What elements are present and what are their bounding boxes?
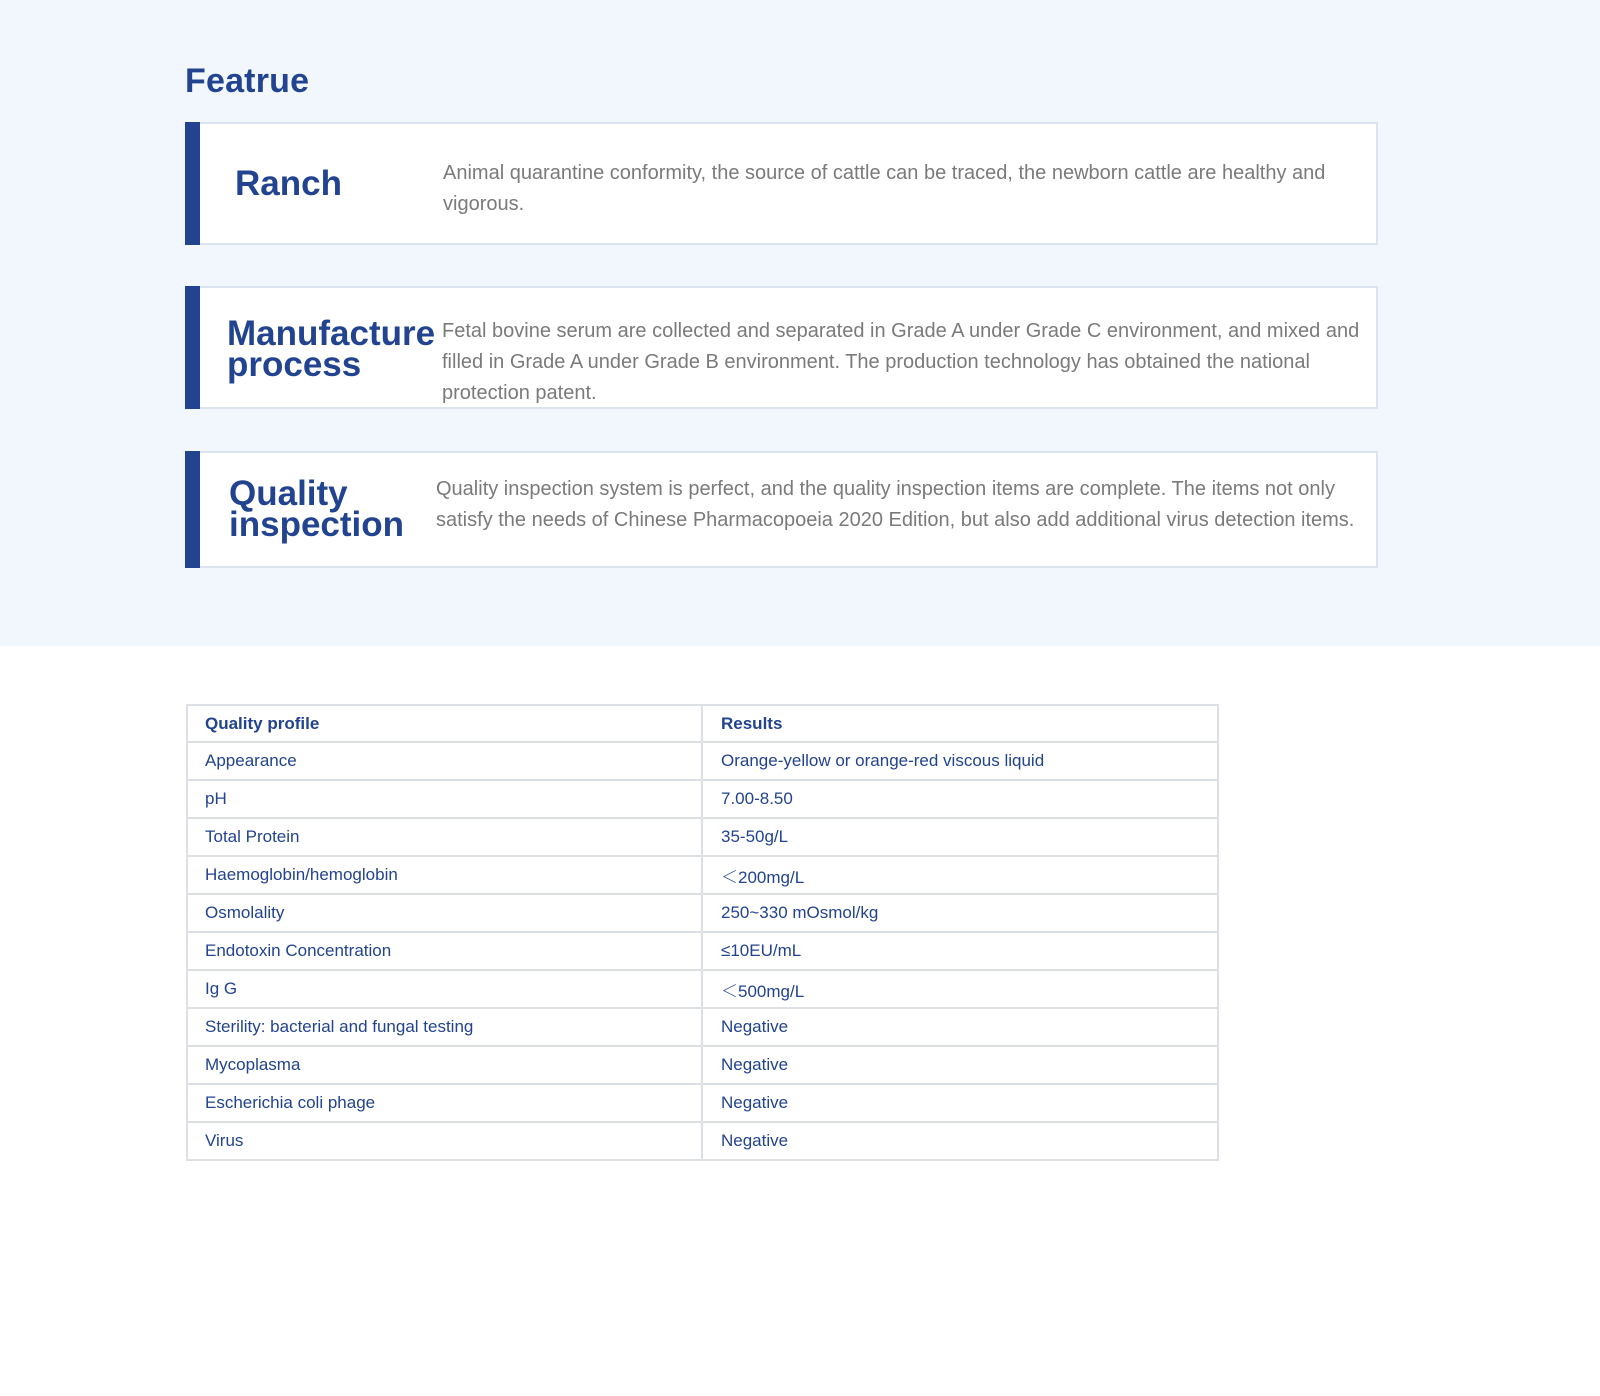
card-title-line: process bbox=[227, 345, 362, 384]
table-row bbox=[187, 1008, 1218, 1046]
quality-profile-cell: pH bbox=[187, 780, 702, 818]
quality-profile-cell: Endotoxin Concentration bbox=[187, 932, 702, 970]
result-cell: 250~330 mOsmol/kg bbox=[702, 894, 1218, 932]
result-cell: Orange-yellow or orange-red viscous liquid bbox=[702, 742, 1218, 780]
card-title-line: Ranch bbox=[235, 164, 342, 203]
table-row bbox=[187, 970, 1218, 1008]
section-title: Featrue bbox=[185, 62, 310, 100]
table-row bbox=[187, 1122, 1218, 1160]
result-cell: Negative bbox=[702, 1008, 1218, 1046]
table-row bbox=[187, 742, 1218, 780]
result-cell: 35-50g/L bbox=[702, 818, 1218, 856]
result-cell: ＜500mg/L bbox=[702, 970, 1218, 1008]
card-title-line: Manufacture bbox=[227, 314, 436, 353]
quality-profile-cell: Haemoglobin/hemoglobin bbox=[187, 856, 702, 894]
quality-profile-cell: Sterility: bacterial and fungal testing bbox=[187, 1008, 702, 1046]
table-row bbox=[187, 780, 1218, 818]
table-header-cell: Quality profile bbox=[187, 705, 702, 742]
quality-table bbox=[186, 704, 1219, 1161]
card-accent-bar bbox=[185, 286, 200, 409]
card-accent-bar bbox=[185, 451, 200, 568]
quality-profile-cell: Total Protein bbox=[187, 818, 702, 856]
result-cell: ≤10EU/mL bbox=[702, 932, 1218, 970]
card-title-line: Quality bbox=[229, 474, 348, 513]
card-description: Quality inspection system is perfect, and the quality inspection items are complete. The items not only satisfy the needs of Chinese Pharmacopoeia 2020 Edition, but also add additional virus detection items. bbox=[436, 478, 1355, 531]
card-description: Animal quarantine conformity, the source of cattle can be traced, the newborn cattle are healthy and vigorous. bbox=[443, 162, 1326, 215]
result-cell: Negative bbox=[702, 1122, 1218, 1160]
table-row bbox=[187, 932, 1218, 970]
result-cell: Negative bbox=[702, 1084, 1218, 1122]
result-cell: ＜200mg/L bbox=[702, 856, 1218, 894]
card-description: Fetal bovine serum are collected and separated in Grade A under Grade C environment, and mixed and filled in Grade A under Grade B environment. The production technology has obtained the national protection patent. bbox=[442, 320, 1360, 404]
result-cell: Negative bbox=[702, 1046, 1218, 1084]
feature-card-manufacture-process bbox=[185, 286, 1378, 409]
card-title bbox=[227, 314, 447, 384]
card-accent-bar bbox=[185, 122, 200, 245]
table-body bbox=[187, 742, 1218, 1160]
feature-section bbox=[0, 0, 1600, 646]
table-row bbox=[187, 818, 1218, 856]
table-row bbox=[187, 856, 1218, 894]
quality-profile-cell: Appearance bbox=[187, 742, 702, 780]
table-header-cell: Results bbox=[702, 705, 1218, 742]
table-row bbox=[187, 1046, 1218, 1084]
quality-profile-cell: Mycoplasma bbox=[187, 1046, 702, 1084]
card-title-line: inspection bbox=[229, 505, 405, 544]
card-title bbox=[235, 164, 435, 203]
quality-profile-cell: Osmolality bbox=[187, 894, 702, 932]
quality-table-container bbox=[186, 704, 1217, 1161]
table-header-row bbox=[187, 705, 1218, 742]
result-cell: 7.00-8.50 bbox=[702, 780, 1218, 818]
table-row bbox=[187, 894, 1218, 932]
quality-profile-cell: Virus bbox=[187, 1122, 702, 1160]
quality-profile-cell: Ig G bbox=[187, 970, 702, 1008]
feature-card-ranch bbox=[185, 122, 1378, 245]
card-title bbox=[229, 474, 429, 544]
table-row bbox=[187, 1084, 1218, 1122]
quality-profile-cell: Escherichia coli phage bbox=[187, 1084, 702, 1122]
feature-card-quality-inspection bbox=[185, 451, 1378, 568]
